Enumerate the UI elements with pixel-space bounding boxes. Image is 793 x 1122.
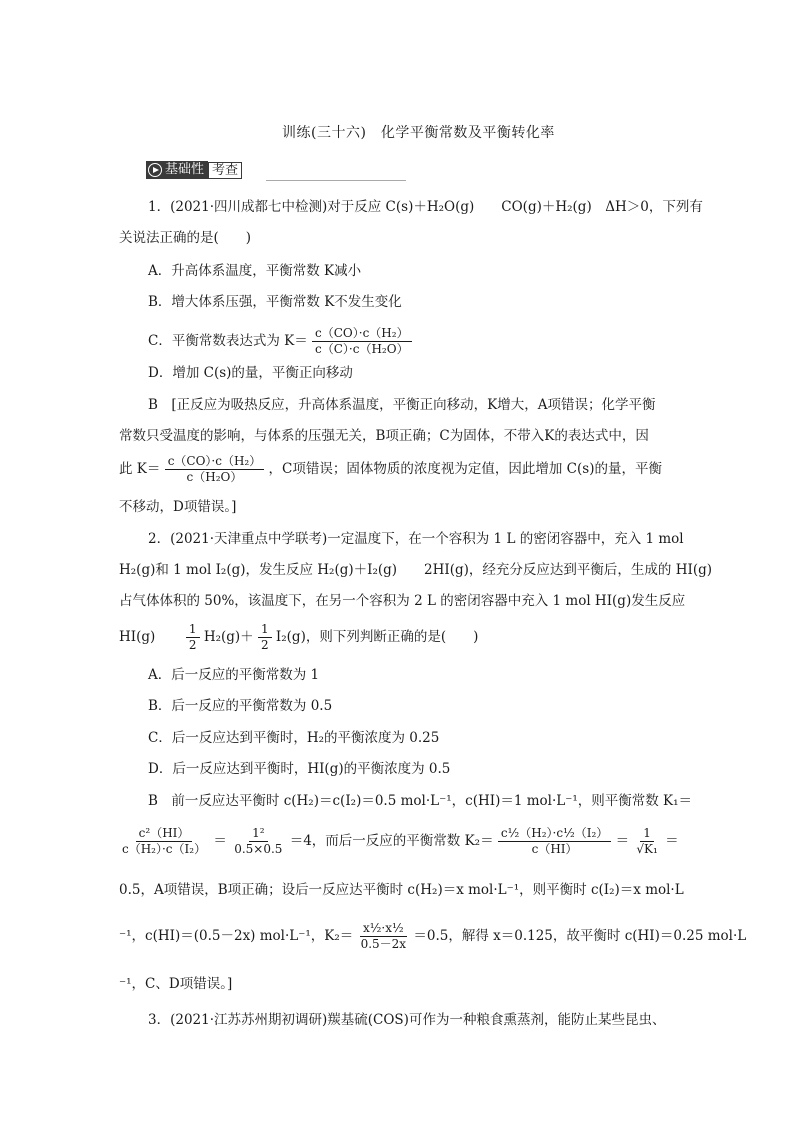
fraction-numerator: 1 xyxy=(640,826,654,842)
fraction-denominator: 0.5×0.5 xyxy=(234,842,283,856)
q2-answer-line2 xyxy=(119,826,679,857)
fraction-numerator: c½（H₂）·c½（I₂） xyxy=(498,826,611,842)
fraction-numerator: 1 xyxy=(186,622,200,638)
section-banner xyxy=(146,160,242,180)
q2-answer-line3: 0.5，A项错误，B项正确；设后一反应达平衡时 c(H₂)＝x mol·L⁻¹，则平衡时 c(I₂)＝x mol·L xyxy=(119,882,684,898)
q1-answer-line2: 常数只受温度的影响，与体系的压强无关，B项正确；C为固体，不带入K的表达式中，因 xyxy=(119,428,649,444)
q2-answer-mid: ＝4，而后一反应的平衡常数 K₂＝ xyxy=(289,833,494,849)
q2-answer-line4 xyxy=(119,921,746,952)
q2-answer-line5: ⁻¹，C、D项错误。] xyxy=(119,976,233,992)
q2-option-d: D．后一反应达到平衡时，HI(g)的平衡浓度为 0.5 xyxy=(148,761,451,777)
q2-stem-line3: 占气体体积的 50%，该温度下，在另一个容积为 2 L 的密闭容器中充入 1 mol HI(g)发生反应 xyxy=(119,593,686,609)
q1-option-b: B．增大体系压强，平衡常数 K不发生变化 xyxy=(148,294,402,310)
half-fraction xyxy=(258,622,272,653)
banner-right-label: 考查 xyxy=(208,162,242,179)
q1-stem-line2: 关说法正确的是( ) xyxy=(119,230,252,246)
q2-option-b: B．后一反应的平衡常数为 0.5 xyxy=(148,698,333,714)
q2-stem-line4-c: I₂(g)，则下列判断正确的是( ) xyxy=(275,629,479,645)
q2-answer-line1: B 前一反应达平衡时 c(H₂)＝c(I₂)＝0.5 mol·L⁻¹，c(HI)＝1 mol·L⁻¹，则平衡常数 K₁＝ xyxy=(148,793,693,809)
q1-answer-line1: B [正反应为吸热反应，升高体系温度，平衡正向移动，K增大，A项错误；化学平衡 xyxy=(148,397,656,413)
fraction-numerator: c（CO）·c（H₂） xyxy=(312,326,412,342)
q2-stem-line1: 2．(2021·天津重点中学联考)一定温度下，在一个容积为 1 L 的密闭容器中，充入 1 mol xyxy=(148,531,684,547)
q1-option-c xyxy=(148,326,412,357)
q2-answer-fraction-x xyxy=(358,921,410,952)
fraction-numerator: x½·x½ xyxy=(360,921,407,937)
half-fraction xyxy=(186,622,200,653)
page-title: 训练(三十六) 化学平衡常数及平衡转化率 xyxy=(282,125,555,141)
fraction-denominator: c（H₂O） xyxy=(186,470,243,484)
q2-answer-fraction-value xyxy=(231,826,285,857)
fraction-numerator: 1 xyxy=(258,622,272,638)
equals-sign: ＝ xyxy=(665,833,679,849)
q1-option-d: D．增加 C(s)的量，平衡正向移动 xyxy=(148,365,353,381)
q1-answer-line3 xyxy=(119,454,662,485)
q2-stem-line2: H₂(g)和 1 mol I₂(g)，发生反应 H₂(g)＋I₂(g) 2HI(g)，经充分反应达到平衡后，生成的 HI(g) xyxy=(119,562,713,578)
banner-left-label: 基础性 xyxy=(165,162,205,177)
q1-stem-line1: 1．(2021·四川成都七中检测)对于反应 C(s)＋H₂O(g) CO(g)＋H₂(g) ΔH＞0，下列有 xyxy=(148,199,703,215)
q2-option-a: A．后一反应的平衡常数为 1 xyxy=(148,667,320,683)
banner-rule xyxy=(266,180,406,181)
q2-answer-line4-suffix: ＝0.5，解得 x＝0.125，故平衡时 c(HI)＝0.25 mol·L xyxy=(413,928,747,944)
fraction-denominator: 0.5－2x xyxy=(360,937,407,951)
fraction-denominator: 2 xyxy=(188,638,197,652)
equals-sign: ＝ xyxy=(213,833,227,849)
fraction-denominator: √K₁ xyxy=(636,842,658,856)
fraction-numerator: 1² xyxy=(249,826,267,842)
q2-stem-line4-a: HI(g) xyxy=(119,629,156,645)
q1-option-c-fraction xyxy=(312,326,412,357)
q1-option-a: A．升高体系温度，平衡常数 K减小 xyxy=(148,263,362,279)
q2-stem-line4 xyxy=(119,622,478,653)
q1-answer-fraction xyxy=(165,454,265,485)
q2-answer-fraction-sqrt xyxy=(633,826,660,857)
q2-answer-fraction-k1 xyxy=(119,826,209,857)
fraction-denominator: c（H₂）·c（I₂） xyxy=(122,842,207,856)
equals-sign: ＝ xyxy=(615,833,630,849)
fraction-denominator: c（C）·c（H₂O） xyxy=(315,342,409,356)
q1-answer-prefix: 此 K＝ xyxy=(119,461,161,477)
q1-answer-line4: 不移动，D项错误。] xyxy=(119,499,237,515)
fraction-denominator: 2 xyxy=(260,638,269,652)
fraction-denominator: c（HI） xyxy=(531,842,578,856)
q2-stem-line4-b: H₂(g)＋ xyxy=(203,629,254,645)
q1-answer-suffix: ，C项错误；固体物质的浓度视为定值，因此增加 C(s)的量，平衡 xyxy=(268,461,662,477)
q2-answer-fraction-k2 xyxy=(498,826,611,857)
banner-dark xyxy=(146,161,208,179)
play-icon xyxy=(148,163,162,177)
q2-option-c: C．后一反应达到平衡时，H₂的平衡浓度为 0.25 xyxy=(148,730,440,746)
fraction-numerator: c（CO）·c（H₂） xyxy=(165,454,265,470)
q2-answer-line4-prefix: ⁻¹，c(HI)＝(0.5－2x) mol·L⁻¹，K₂＝ xyxy=(119,928,354,944)
q3-stem-line1: 3．(2021·江苏苏州期初调研)羰基硫(COS)可作为一种粮食熏蒸剂，能防止某些昆虫、 xyxy=(148,1012,666,1028)
q1-option-c-prefix: C．平衡常数表达式为 K＝ xyxy=(148,333,308,349)
fraction-numerator: c²（HI） xyxy=(136,826,193,842)
